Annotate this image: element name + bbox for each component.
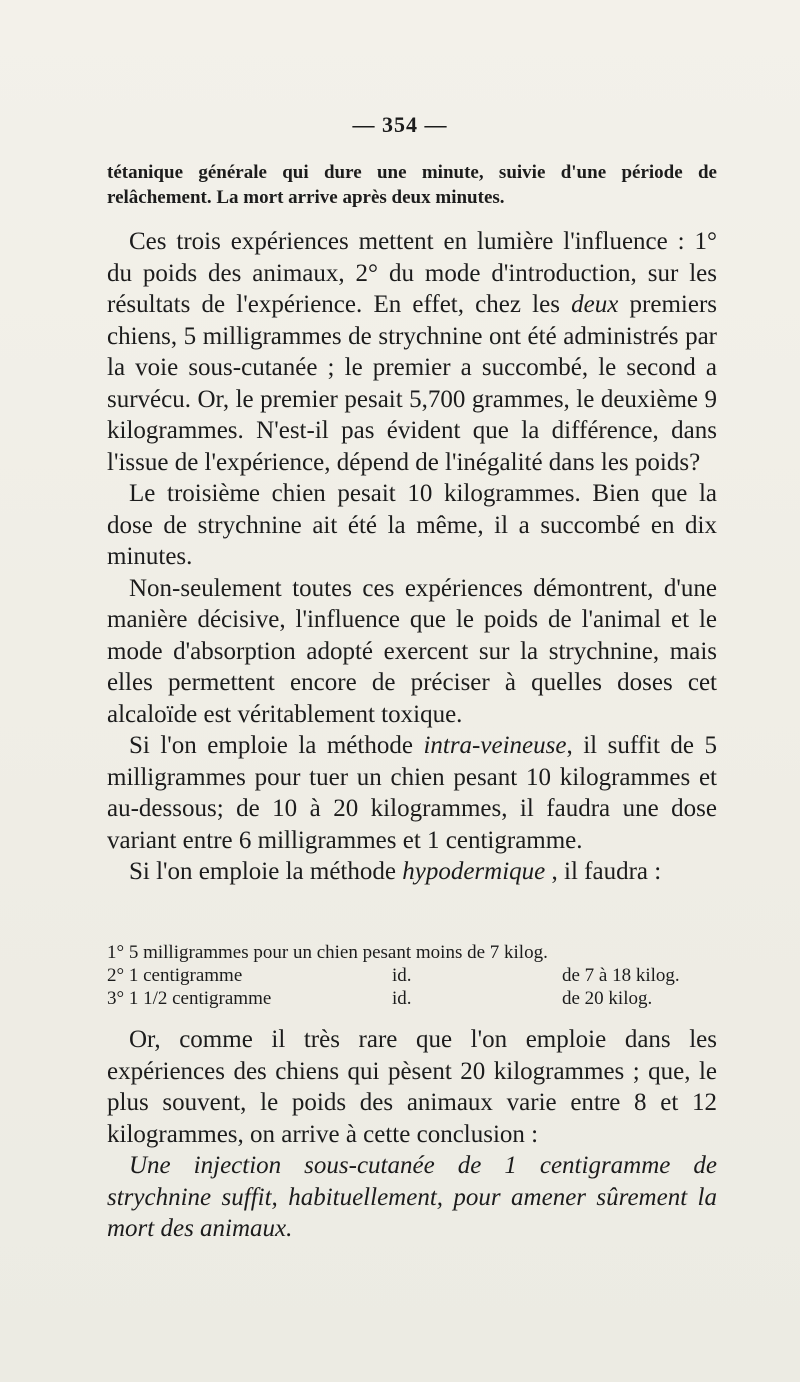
list-item — [107, 964, 717, 987]
paragraph-text: Ces trois expériences mettent en lumière l'influence : 1° du poids des animaux, 2° du mode d'introduction, sur les résultats de l'expérience. En effet, chez les — [107, 228, 717, 318]
paragraph-text: Non-seulement toutes ces expériences démontrent, d'une manière décisive, l'influence que le poids de l'animal et le mode d'absorption adopté exercent sur la strychnine, mais elles permettent encore de préciser à quelles doses cet alcaloïde est véritablement toxique. — [107, 574, 717, 728]
paragraph-text: , il faudra : — [545, 858, 662, 885]
list-item — [107, 987, 717, 1010]
dose-list — [107, 941, 717, 1010]
main-text — [107, 226, 717, 888]
dose-text: 1° 5 milligrammes pour un chien pesant moins de 7 kilog. — [107, 942, 548, 963]
conclusion: Une injection sous-cutanée de 1 centigramme de strychnine suffit, habituellement, pour amener sûrement la mort des animaux. — [107, 1152, 717, 1242]
paragraph — [107, 573, 717, 731]
paragraph-text: Si l'on emploie la méthode — [129, 858, 403, 885]
page-number: — 354 — — [352, 112, 448, 137]
emphasis-text: hypodermique — [402, 858, 546, 885]
paragraph — [107, 478, 717, 573]
dose-weight: de 20 kilog. — [562, 988, 653, 1009]
lead-paragraph-block — [107, 160, 717, 210]
closing-paragraph: Or, comme il très rare que l'on emploie dans les expériences des chiens qui pèsent 20 kilogrammes ; que, le plus souvent, le poids des animaux varie entre 8 et 12 kilogrammes, on arrive à cette conclusion : — [107, 1026, 717, 1148]
dose-text: 2° 1 centigramme — [107, 965, 243, 986]
list-item — [107, 941, 717, 964]
dose-ref: id. — [392, 988, 412, 1009]
dose-weight: de 7 à 18 kilog. — [562, 965, 680, 986]
paragraph-text: premiers chiens, 5 milligrammes de strychnine ont été administrés par la voie sous-cutanée ; le premier a succombé, le second a survécu. Or, le premier pesait 5,700 grammes, le deuxième 9 kilogrammes. N'est-il pas évident que la différence, dans l'issue de l'expérience, dépend de l'inégalité dans les poids? — [107, 291, 718, 476]
closing-text — [107, 1024, 717, 1245]
paragraph — [107, 730, 717, 856]
paragraph — [107, 226, 717, 478]
emphasis-text: deux — [571, 291, 619, 318]
paragraph-text: , il suffit de 5 milligrammes pour tuer un chien pesant 10 kilogrammes et au-dessous; de 10 à 20 kilogrammes, il faudra une dose variant entre 6 milligrammes et 1 centigramme. — [107, 732, 717, 854]
dose-text: 3° 1 1/2 centigramme — [107, 988, 272, 1009]
paragraph-text: Si l'on emploie la méthode — [129, 732, 424, 759]
lead-paragraph: tétanique générale qui dure une minute, suivie d'une période de relâchement. La mort arrive après deux minutes. — [107, 162, 717, 208]
emphasis-text: intra-veineuse — [423, 732, 567, 759]
paragraph-text: Le troisième chien pesait 10 kilogrammes. Bien que la dose de strychnine ait été la même, il a succombé en dix minutes. — [107, 480, 717, 570]
dose-ref: id. — [392, 965, 412, 986]
paragraph — [107, 856, 717, 888]
